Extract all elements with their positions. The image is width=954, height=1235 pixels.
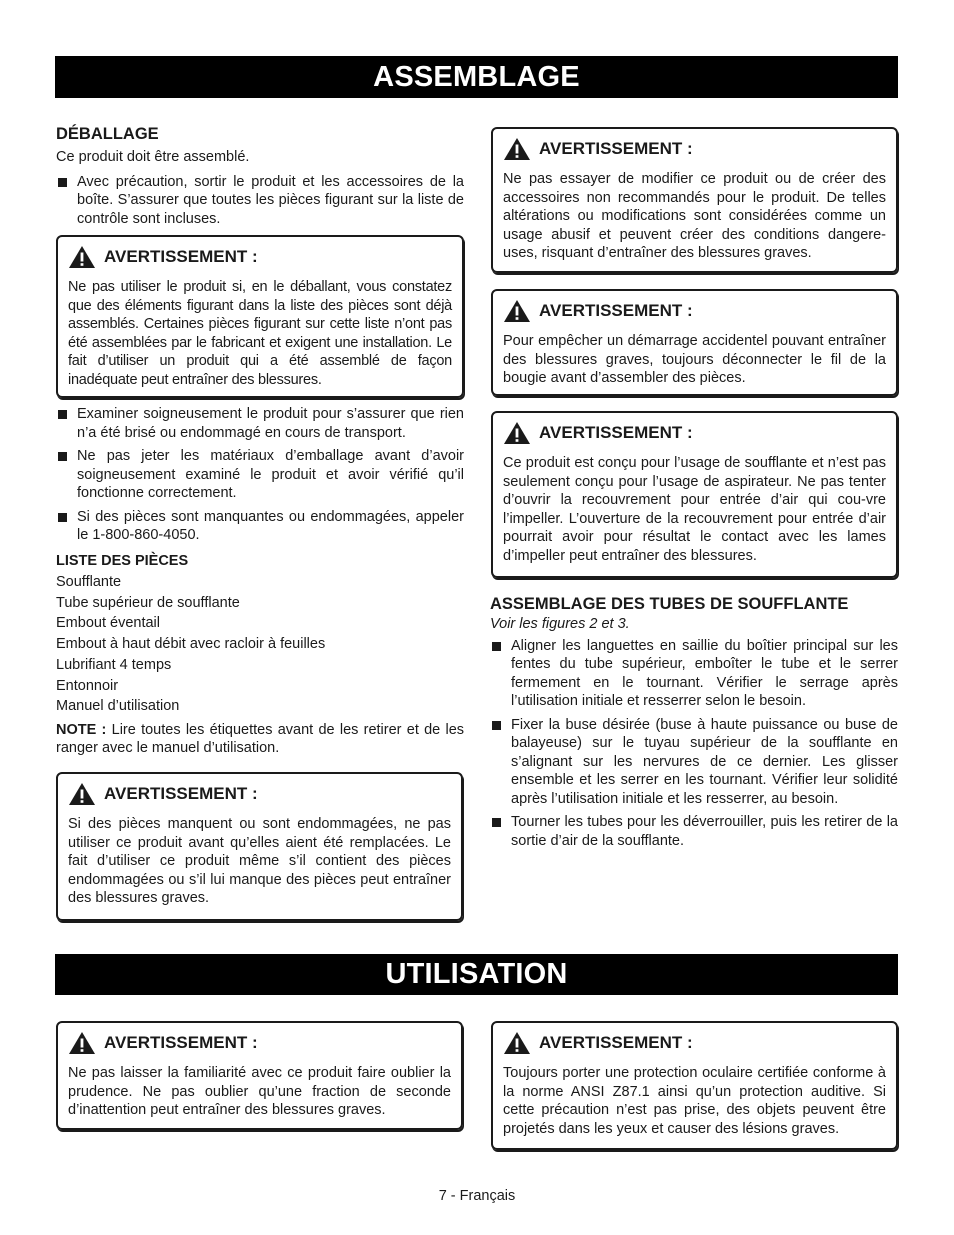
- warning-label: AVERTISSEMENT :: [539, 423, 693, 442]
- parts-heading: LISTE DES PIÈCES: [56, 552, 189, 569]
- warning-box-4: [491, 289, 898, 396]
- warning-triangle-icon: [503, 299, 531, 323]
- list-item: Fixer la buse désirée (buse à haute puissance ou buse de balayeuse) sur le tuyau supérieur de la soufflante en s’alignant sur les nervures de ce dernier. Les glisser ensemble et les serrer en les tournant. Vérifier leur solidité après l’utilisation initiale et les resserrer, au besoin.: [490, 716, 898, 809]
- deballage-bullets-2: [56, 405, 464, 545]
- page-number: 7 - Français: [438, 1188, 516, 1204]
- left-column-2: [56, 405, 464, 758]
- tubes-bullets: [490, 637, 898, 851]
- warning-box-5: [491, 411, 898, 578]
- list-item: Lubrifiant 4 temps: [56, 656, 172, 673]
- parts-list: [56, 572, 464, 717]
- note-label: NOTE :: [56, 721, 107, 738]
- list-item: Si des pièces sont manquantes ou endommagées, appeler le 1-800-860-4050.: [56, 508, 464, 545]
- list-item: Manuel d’utilisation: [56, 698, 180, 715]
- warning-label: AVERTISSEMENT :: [539, 139, 693, 158]
- warning-text: Pour empêcher un démarrage accidentel pouvant entraîner des blessures graves, toujours déconnecter le fil de la bougie avant d’assembler des pièces.: [503, 333, 886, 386]
- warning-box-7: [491, 1021, 898, 1150]
- list-item: Ne pas jeter les matériaux d’emballage avant d’avoir soigneusement examiné le produit et avoir vérifié qu’il fonctionne correctement.: [56, 447, 464, 503]
- warning-text: Si des pièces manquent ou sont endommagées, ne pas utiliser ce produit avant qu’elles aient été remplacées. Le fait d’utiliser ce produit même s’il contient des pièces endommagées ou s’il lui manque des pièces peut entraîner des blessures graves.: [68, 816, 451, 906]
- warning-header: [68, 782, 451, 806]
- list-item: Tourner les tubes pour les déverrouiller, puis les retirer de la sortie d’air de la soufflante.: [490, 813, 898, 850]
- list-item: Tube supérieur de soufflante: [56, 594, 240, 611]
- list-item: Entonnoir: [56, 677, 119, 694]
- deballage-heading: DÉBALLAGE: [56, 125, 159, 143]
- warning-header: [503, 299, 886, 323]
- warning-header: [503, 1031, 886, 1055]
- warning-text: Ne pas essayer de modifier ce produit ou de créer des accessoires non recommandés pour le produit. De telles altérations ou modifications sont considérées comme un usage abusif et peuvent créer des conditions dangere-uses, risquant d’entraîner des blessures graves.: [503, 171, 886, 261]
- note-text: Lire toutes les étiquettes avant de les retirer et de les ranger avec le manuel d’utilisation.: [56, 721, 465, 757]
- tubes-heading: ASSEMBLAGE DES TUBES DE SOUFFLANTE: [490, 595, 849, 613]
- warning-box-3: [491, 127, 898, 273]
- list-item: Embout à haut débit avec racloir à feuilles: [56, 636, 326, 653]
- deballage-bullets-1: [56, 173, 464, 229]
- warning-box-6: [56, 1021, 463, 1130]
- left-column: [56, 124, 464, 233]
- warning-triangle-icon: [503, 421, 531, 445]
- warning-label: AVERTISSEMENT :: [104, 1033, 258, 1052]
- warning-text: Ce produit est conçu pour l’usage de soufflante et n’est pas seulement conçu pour l’usage de aspirateur. Ne pas tenter d’ouvrir la recouvrement pour entrée d’air qui cou-vre l’impeller. L’ouverture de la recouvrement pour entrée d’air pourrait avoir pour résultat le contact avec les lames d’impeller peut entraîner des blessures.: [503, 455, 886, 564]
- warning-triangle-icon: [68, 1031, 96, 1055]
- warning-text: Ne pas utiliser le produit si, en le déballant, vous constatez que des éléments figurant dans la liste des pièces sont déjà assemblés. Certaines pièces figurant sur cette liste n’ont pas été assemblées par le fabricant et exigent une installation. Le fait d’utiliser un produit qui a été assemblé de façon inadéquate peut entraîner des blessures.: [68, 279, 452, 388]
- section-title-assemblage: ASSEMBLAGE: [55, 56, 898, 98]
- right-column-tubes: [490, 594, 898, 855]
- deballage-intro: Ce produit doit être assemblé.: [56, 149, 250, 165]
- warning-label: AVERTISSEMENT :: [539, 301, 693, 320]
- warning-box-1: [56, 235, 464, 398]
- list-item: Embout éventail: [56, 615, 160, 632]
- warning-label: AVERTISSEMENT :: [104, 784, 258, 803]
- tubes-subtitle: Voir les figures 2 et 3.: [490, 616, 630, 632]
- warning-box-2: [56, 772, 463, 921]
- warning-header: [503, 421, 886, 445]
- warning-triangle-icon: [68, 782, 96, 806]
- note-paragraph: [56, 721, 464, 758]
- warning-header: [503, 137, 886, 161]
- warning-triangle-icon: [503, 1031, 531, 1055]
- warning-triangle-icon: [68, 245, 96, 269]
- section-title-utilisation: UTILISATION: [55, 954, 898, 995]
- warning-text: Ne pas laisser la familiarité avec ce produit faire oublier la prudence. Ne pas oublier qu’une fraction de seconde d’inattention peut entraîner des blessures graves.: [68, 1065, 451, 1118]
- warning-label: AVERTISSEMENT :: [539, 1033, 693, 1052]
- list-item: Aligner les languettes en saillie du boîtier principal sur les fentes du tube supérieur, emboîter le tube et le serrer fermement en le tournant. Vérifier le serrage après l’utilisation initiale et resserrer selon le besoin.: [490, 637, 898, 711]
- list-item: Soufflante: [56, 574, 122, 590]
- warning-label: AVERTISSEMENT :: [104, 247, 258, 266]
- warning-header: [68, 1031, 451, 1055]
- warning-text: Toujours porter une protection oculaire certifiée conforme à la norme ANSI Z87.1 ainsi qu’un protection auditive. Si cette précaution n’est pas prise, des objets peuvent être projetés dans les yeux et causer des lésions graves.: [503, 1065, 886, 1137]
- list-item: Examiner soigneusement le produit pour s’assurer que rien n’a été brisé ou endommagé en cours de transport.: [56, 405, 464, 442]
- warning-triangle-icon: [503, 137, 531, 161]
- list-item: Avec précaution, sortir le produit et les accessoires de la boîte. S’assurer que toutes les pièces figurant sur la liste de contrôle sont incluses.: [56, 173, 464, 229]
- warning-header: [68, 245, 452, 269]
